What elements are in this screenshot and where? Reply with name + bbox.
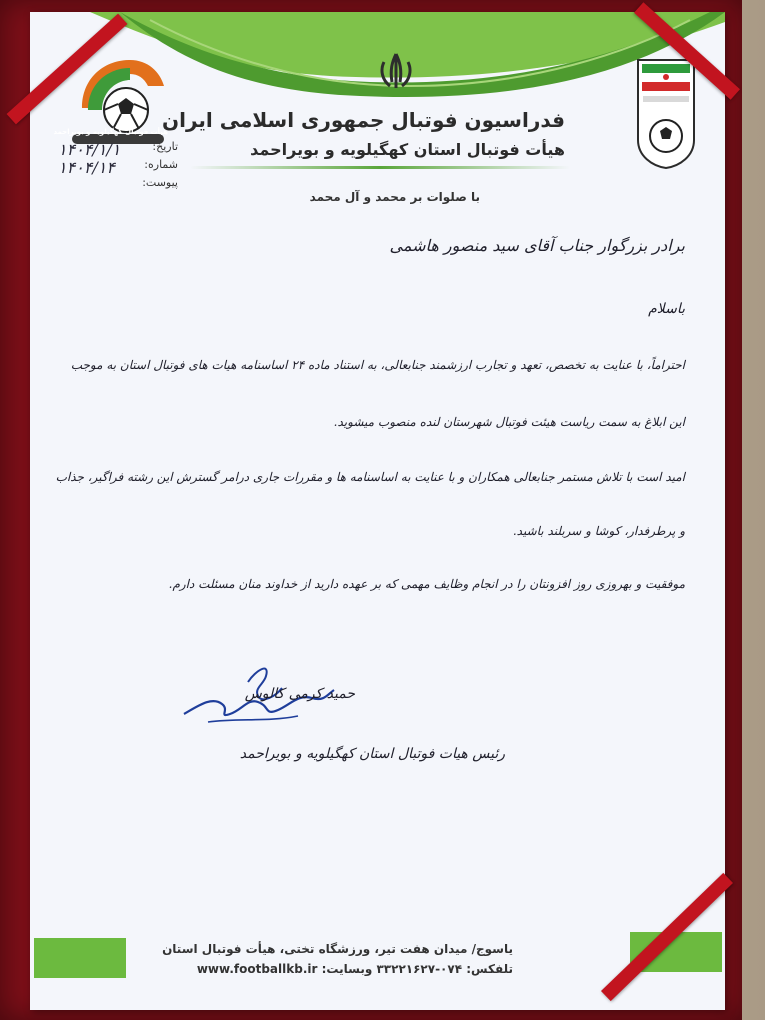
paragraph-1-line-2: این ابلاغ به سمت ریاست هیئت فوتبال شهرستان لنده منصوب میشوید. (333, 415, 685, 429)
paragraph-3: موفقیت و بهروزی روز افزونتان را در انجام وظایف مهمی که بر عهده دارید از خداوند منان مسئلت دارم. (168, 577, 685, 591)
left-logo-caption: هیأت فوتبال کهگیلویه و بویراحمد (53, 128, 168, 136)
footer-green-box-left (34, 938, 126, 978)
number-row (58, 158, 178, 176)
letter-page (30, 12, 725, 1010)
date-label: تاریخ: (152, 140, 178, 153)
iran-emblem-icon (372, 48, 420, 96)
paragraph-1-line-1: احتراماً، با عنایت به تخصص، تعهد و تجارب ارزشمند جنابعالی، به استناد ماده ۲۴ اساسنامه هیات های فوتبال استان به موجب (70, 358, 685, 372)
number-value: ۱۴۰۴/۱۴ (58, 158, 115, 177)
attachment-row (58, 176, 178, 194)
paragraph-2-line-2: و پرطرفدار، کوشا و سربلند باشید. (512, 524, 685, 538)
signatory-title: رئیس هیات فوتبال استان کهگیلویه و بویراحمد (239, 746, 505, 762)
attachment-label: پیوست: (142, 176, 178, 189)
footer-address: یاسوج/ میدان هفت تیر، ورزشگاه تختی، هیأت فوتبال استان (162, 942, 513, 956)
ffiri-federation-logo-icon (634, 56, 698, 170)
provincial-board-title: هیأت فوتبال استان کهگیلویه و بویراحمد (250, 140, 565, 159)
date-row (58, 140, 178, 158)
title-underline-divider (190, 166, 570, 169)
footer-contact: تلفکس: ۰۷۴-۳۳۲۲۱۶۲۷ وبسایت: www.footballkb.ir (196, 962, 513, 976)
federation-title: فدراسیون فوتبال جمهوری اسلامی ایران (162, 108, 565, 132)
salutation: برادر بزرگوار جناب آقای سید منصور هاشمی (389, 236, 685, 255)
signatory-name: حمید کرمی کالوس (244, 686, 355, 702)
greeting: باسلام (648, 301, 685, 317)
number-label: شماره: (144, 158, 178, 171)
paragraph-2-line-1: امید است با تلاش مستمر جنابعالی همکاران و با عنایت به اساسنامه ها و مقررات جاری درامر گسترش این رشته فراگیر، جذاب (55, 470, 685, 484)
letter-meta-block (58, 140, 178, 194)
salavat-line: با صلوات بر محمد و آل محمد (309, 190, 480, 204)
date-value: ۱۴۰۴/۱/۱ (58, 140, 121, 159)
